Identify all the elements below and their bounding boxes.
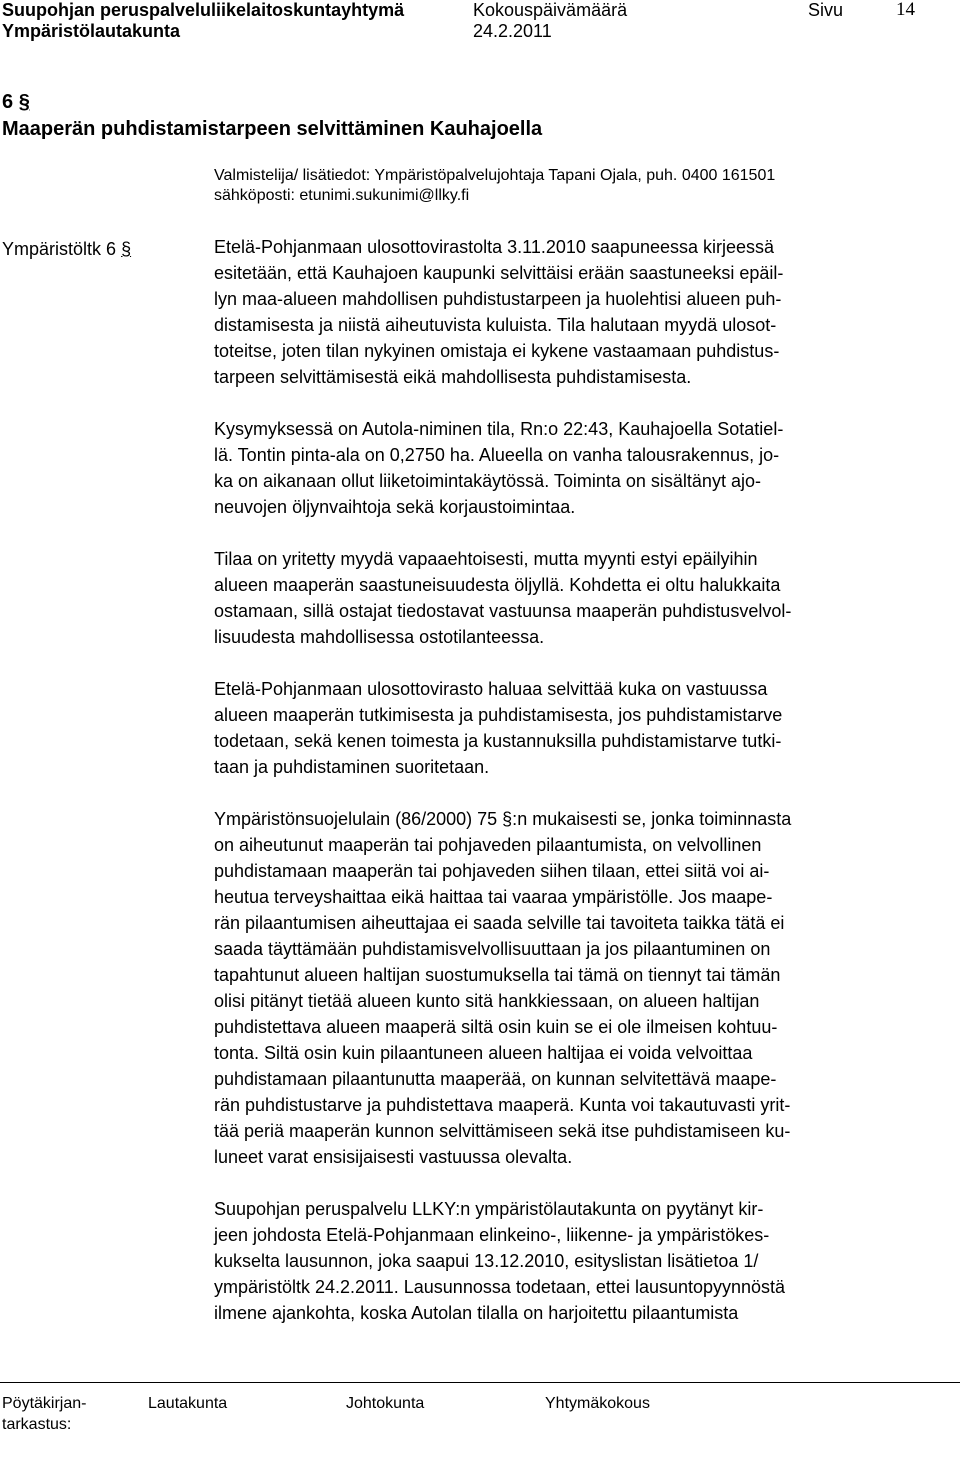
- text-line: tonta. Siltä osin kuin pilaantuneen alueen haltijaa ei voida velvoittaa: [214, 1043, 753, 1063]
- paragraph: [214, 546, 924, 650]
- reference-label: [2, 237, 131, 261]
- footer-checker-label-line: tarkastus:: [2, 1416, 72, 1433]
- text-line: puhdistamaan maaperän tai pohjaveden siihen tilaan, ettei siitä voi ai-: [214, 861, 770, 881]
- text-line: todetaan, sekä kenen toimesta ja kustannuksilla puhdistamistarve tutki-: [214, 731, 782, 751]
- footer-checker-label: [2, 1393, 86, 1435]
- text-line: tää periä maaperän kunnon selvittämiseen sekä itse puhdistamiseen ku-: [214, 1121, 791, 1141]
- paragraph: [214, 416, 924, 520]
- meeting-date: 24.2.2011: [473, 21, 552, 41]
- reference-label-text: Ympäristöltk 6: [2, 239, 117, 259]
- text-line: alueen maaperän tutkimisesta ja puhdistamisesta, jos puhdistamistarve: [214, 705, 783, 725]
- page-number: 14: [896, 0, 915, 20]
- footer-board: Lautakunta: [148, 1395, 228, 1412]
- page-header: [0, 0, 960, 44]
- text-line: jeen johdosta Etelä-Pohjanmaan elinkeino-, liikenne- ja ympäristökes-: [214, 1225, 770, 1245]
- text-line: olisi pitänyt tietää alueen kunto sitä hankkiessaan, on alueen haltijan: [214, 991, 760, 1011]
- committee-name: Ympäristölautakunta: [2, 21, 181, 41]
- text-line: Etelä-Pohjanmaan ulosottovirasto haluaa selvittää kuka on vastuussa: [214, 679, 768, 699]
- text-line: ka on aikanaan ollut liiketoimintakäytössä. Toiminta on sisältänyt ajo-: [214, 471, 761, 491]
- text-line: tarpeen selvittämisestä eikä mahdollisesta puhdistamisesta.: [214, 367, 692, 387]
- text-line: Kysymyksessä on Autola-niminen tila, Rn:o 22:43, Kauhajoella Sotatiel-: [214, 419, 784, 439]
- text-line: tapahtunut alueen haltijan suostumuksella tai tämä on tiennyt tai tämän: [214, 965, 781, 985]
- footer-divider: [0, 1382, 960, 1383]
- section-number-value: 6: [2, 91, 14, 113]
- text-line: lyn maa-alueen mahdollisen puhdistustarpeen ja huolehtisi alueen puh-: [214, 289, 782, 309]
- reference-paragraph-symbol: §: [121, 239, 132, 259]
- text-line: puhdistettava alueen maaperä siltä osin kuin se ei ole ilmeisen kohtuu-: [214, 1017, 778, 1037]
- text-line: rän puhdistustarve ja puhdistettava maaperä. Kunta voi takautuvasti yrit-: [214, 1095, 791, 1115]
- text-line: saada täyttämään puhdistamisvelvollisuuttaan ja jos pilaantuminen on: [214, 939, 771, 959]
- text-line: Etelä-Pohjanmaan ulosottovirastolta 3.11.2010 saapuneessa kirjeessä: [214, 237, 775, 257]
- preparer-line: Valmistelija/ lisätiedot: Ympäristöpalvelujohtaja Tapani Ojala, puh. 0400 161501: [214, 167, 776, 184]
- text-line: rän pilaantumisen aiheuttajaa ei saada selville tai tavoiteta taikka tätä ei: [214, 913, 785, 933]
- meeting-date-label: Kokouspäivämäärä: [473, 0, 628, 20]
- text-line: taan ja puhdistaminen suoritetaan.: [214, 757, 490, 777]
- text-line: alueen maaperän saastuneisuudesta öljyllä. Kohdetta ei oltu halukkaita: [214, 575, 781, 595]
- text-line: heutua terveyshaittaa eikä haittaa tai vaaraa ympäristölle. Jos maape-: [214, 887, 773, 907]
- text-line: distamisesta ja niistä aiheutuvista kuluista. Tila halutaan myydä ulosot-: [214, 315, 777, 335]
- section-number: [2, 90, 30, 114]
- section-title: Maaperän puhdistamistarpeen selvittäminen Kauhajoella: [2, 118, 543, 140]
- text-line: ostamaan, sillä ostajat tiedostavat vastuunsa maaperän puhdistusvelvol-: [214, 601, 792, 621]
- text-line: puhdistamaan pilaantunutta maaperää, on kunnan selvitettävä maape-: [214, 1069, 777, 1089]
- paragraph: [214, 1196, 924, 1326]
- text-line: ympäristöltk 24.2.2011. Lausunnossa todetaan, ettei lausuntopyynnöstä: [214, 1277, 786, 1297]
- text-line: luneet varat ensisijaisesti vastuussa olevalta.: [214, 1147, 573, 1167]
- paragraph: [214, 806, 924, 1170]
- text-line: kukselta lausunnon, joka saapui 13.12.2010, esityslistan lisätietoa 1/: [214, 1251, 759, 1271]
- text-line: Suupohjan peruspalvelu LLKY:n ympäristölautakunta on pyytänyt kir-: [214, 1199, 764, 1219]
- paragraph: [214, 676, 924, 780]
- paragraph-symbol: §: [18, 91, 30, 113]
- text-line: on aiheutunut maaperän tai pohjaveden pilaantumista, on velvollinen: [214, 835, 762, 855]
- preparer-info: [214, 166, 775, 206]
- paragraph: [214, 234, 924, 390]
- text-line: neuvojen öljynvaihtoja sekä korjaustoimintaa.: [214, 497, 576, 517]
- organization-name: Suupohjan peruspalveluliikelaitoskuntayhtymä: [2, 0, 405, 20]
- text-line: Ympäristönsuojelulain (86/2000) 75 §:n mukaisesti se, jonka toiminnasta: [214, 809, 792, 829]
- page-label: Sivu: [808, 0, 844, 20]
- text-line: toteitse, joten tilan nykyinen omistaja ei kykene vastaamaan puhdistus-: [214, 341, 780, 361]
- footer-executive: Johtokunta: [346, 1395, 425, 1412]
- text-line: lisuudesta mahdollisessa ostotilanteessa.: [214, 627, 545, 647]
- document-body: [214, 234, 924, 1352]
- footer-checker-label-line: Pöytäkirjan-: [2, 1395, 87, 1412]
- email-line: sähköposti: etunimi.sukunimi@llky.fi: [214, 187, 470, 204]
- text-line: lä. Tontin pinta-ala on 0,2750 ha. Alueella on vanha talousrakennus, jo-: [214, 445, 780, 465]
- text-line: esitetään, että Kauhajoen kaupunki selvittäisi erään saastuneeksi epäil-: [214, 263, 784, 283]
- text-line: ilmene ajankohta, koska Autolan tilalla on harjoitettu pilaantumista: [214, 1303, 739, 1323]
- footer-assembly: Yhtymäkokous: [545, 1395, 650, 1412]
- text-line: Tilaa on yritetty myydä vapaaehtoisesti, mutta myynti estyi epäilyihin: [214, 549, 758, 569]
